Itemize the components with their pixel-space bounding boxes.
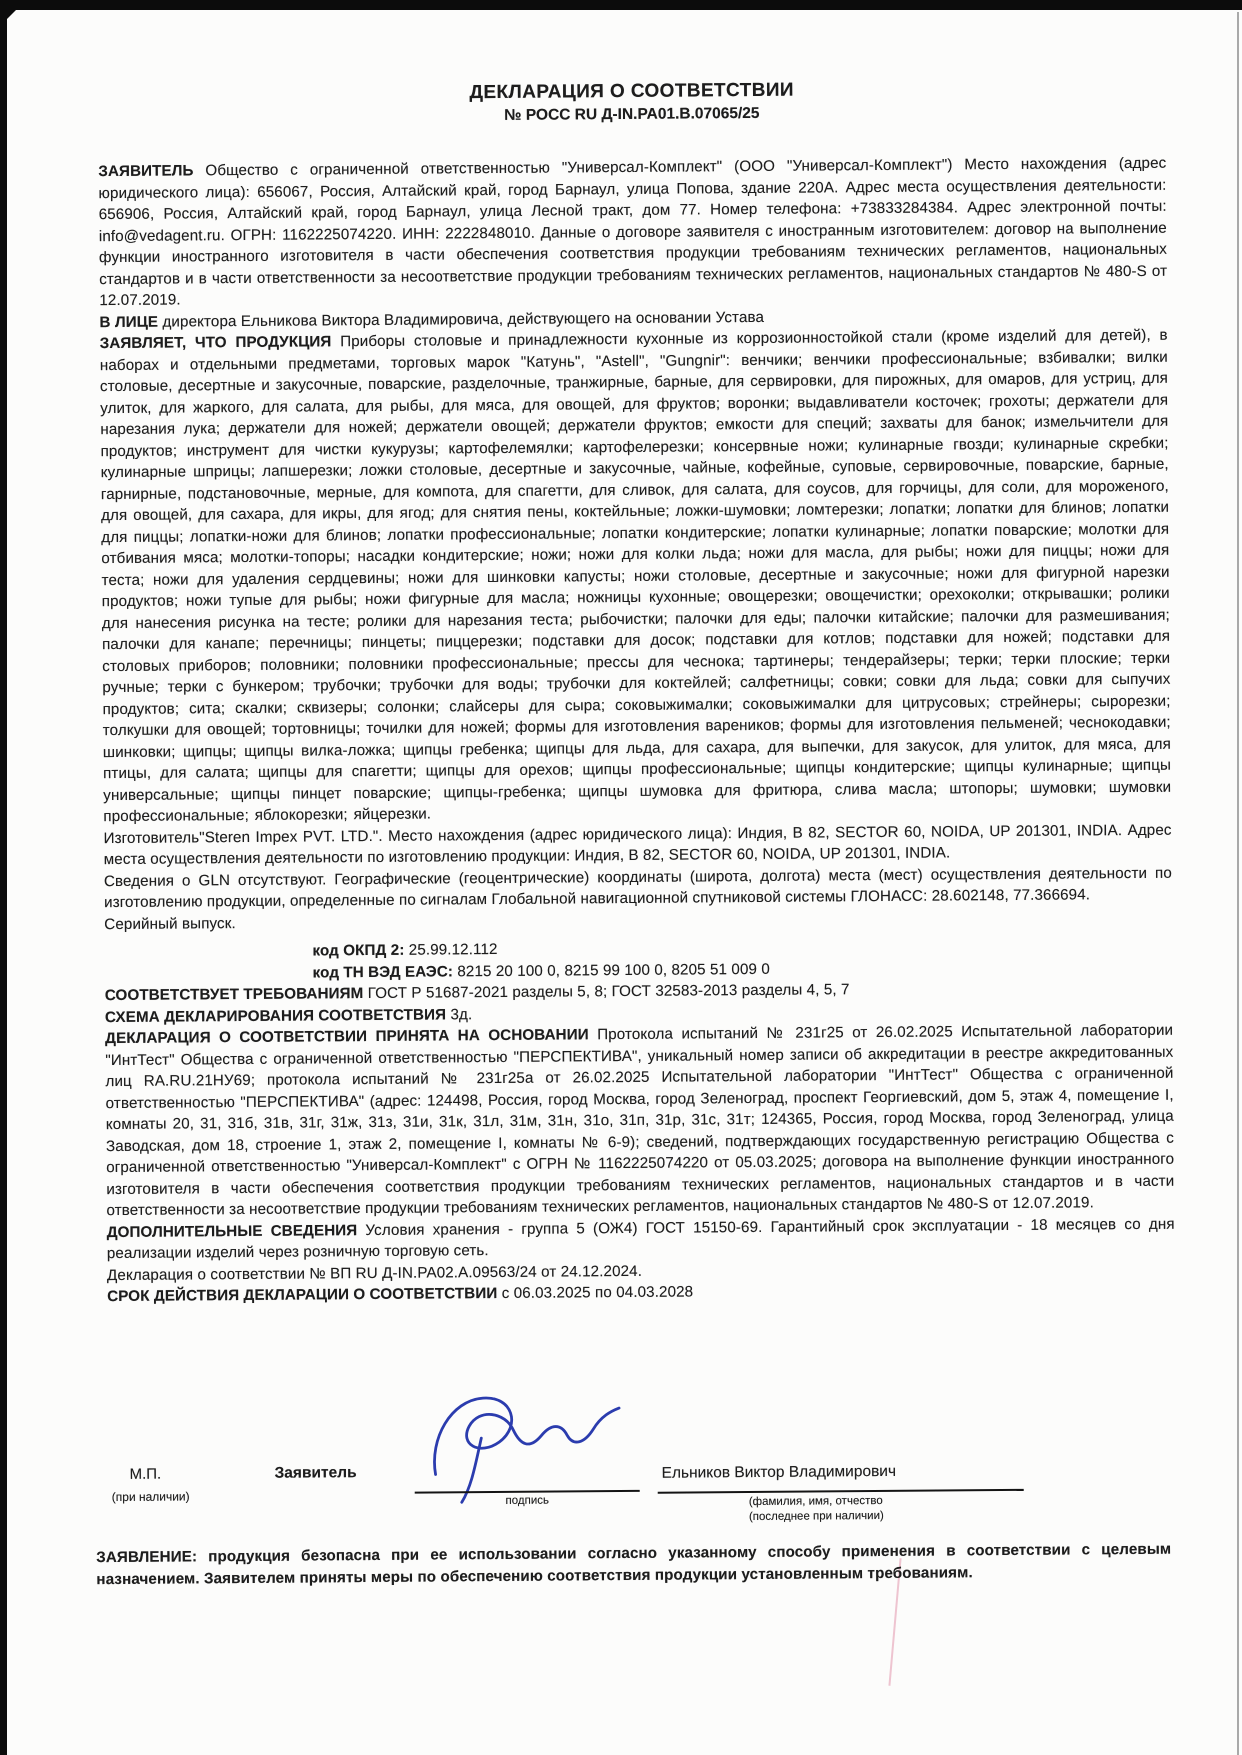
signature-caption: подпись [505, 1494, 550, 1507]
previous-declaration-text: Декларация о соответствии № ВП RU Д-IN.PA02.A.09563/24 от 24.12.2024. [106, 1262, 643, 1284]
statement-label: ЗАЯВЛЕНИЕ: [96, 1548, 198, 1567]
stamp-place-note: (при наличии) [111, 1489, 190, 1505]
basis-text: Протокола испытаний № 231г25 от 26.02.2025 Испытательной лаборатории "ИнтТест" Общества с ограниченной ответственностью "ПЕРСПЕКТИВА", уникальный номер записи об аккредитации в реестре аккредитованных лиц RA.RU.21НУ69; протокола испытаний № 231г25а от 26.02.2025 Испытательной лаборатории "ИнтТест" Общества с ограниченной ответственностью "ПЕРСПЕКТИВА" (адрес: 124498, Россия, город Москва, город Зеленоград, проспект Георгиевский, дом 5, этаж 4, помещение I, комнаты 20, 31, 31б, 31в, 31г, 31ж, 31з, 31и, 31к, 31л, 31м, 31н, 31о, 31п, 31р, 31с, 31т; 124365, Россия, город Москва, город Зеленоград, улица Заводская, дом 18, строение 1, этаж 2, помещение I, комнаты № 6-9); сведений, подтверждающих государственную регистрацию Общества с ограниченной ответственностью "Универсал-Комплект" с ОГРН № 1162225074220 от 05.03.2025; договора на выполнение функции иностранного изготовителя в части обеспечения соответствия продукции требованиям технических регламентов, национальных стандартов и в части ответственности за несоответствие продукции требованиям технических регламентов, национальных стандартов № 480-S от 12.07.2019. [105, 1021, 1175, 1220]
document-number: № РОСС RU Д-IN.PA01.B.07065/25 [504, 104, 760, 124]
stamp-place-label: М.П. [129, 1465, 162, 1483]
complies-text: ГОСТ Р 51687-2021 разделы 5, 8; ГОСТ 32583-2013 разделы 4, 5, 7 [367, 981, 850, 1003]
validity-label: СРОК ДЕЙСТВИЯ ДЕКЛАРАЦИИ О СООТВЕТСТВИИ [107, 1285, 498, 1306]
scheme-text: 3д. [450, 1005, 473, 1023]
name-underline [658, 1489, 1024, 1494]
tnved-label: код ТН ВЭД ЕАЭС: [312, 962, 454, 981]
document-title: ДЕКЛАРАЦИЯ О СООТВЕТСТВИИ [469, 79, 794, 104]
signature-stroke [434, 1397, 620, 1475]
serial-text: Серийный выпуск. [104, 914, 236, 933]
name-note-line1: (фамилия, имя, отчество [748, 1494, 883, 1509]
applicant-text: Общество с ограниченной ответственностью "Универсал-Комплект" (ООО "Универсал-Комплект") [205, 156, 953, 180]
tnved-value: 8215 20 100 0, 8215 99 100 0, 8205 51 009 0 [457, 960, 770, 980]
basis-label: ДЕКЛАРАЦИЯ О СООТВЕТСТВИИ ПРИНЯТА НА ОСНОВАНИИ [105, 1026, 589, 1048]
name-note-line2: (последнее при наличии) [748, 1509, 884, 1524]
additional-text: Условия хранения - группа 5 (ОЖ4) ГОСТ 15150-69. Гарантийный срок эксплуатации - 18 месяцев со дня реализации изделий через розничную торговую сеть. [106, 1215, 1175, 1263]
applicant-details: Место нахождения (адрес юридического лица): 656067, Россия, Алтайский край, город Барнаул, улица Попова, здание 220А. Адрес места осуществления деятельности: 656906, Россия, Алтайский край, город Барнаул, улица Лесной тракт, дом 77. Номер телефона: +73833284384. Адрес электронной почты: info@vedagent.ru. ОГРН: 1162225074220. ИНН: 2222848010. Данные о договоре заявителя с иностранным изготовителем: договор на выполнение функции иностранного изготовителя в части обеспечения соответствия продукции требованиям технических регламентов, национальных стандартов и в части ответственности за несоответствие продукции требованиям технических регламентов, национальных стандартов № 480-S от 12.07.2019. [98, 154, 1168, 310]
gln-paragraph [104, 862, 1172, 913]
applicant-label: ЗАЯВИТЕЛЬ [98, 162, 194, 181]
signature-image [421, 1385, 630, 1507]
basis-paragraph [105, 1020, 1174, 1222]
safety-statement [96, 1539, 1171, 1590]
in-person-label: В ЛИЦЕ [99, 313, 159, 331]
statement-text: продукция безопасна при ее использовании согласно указанному способу применения в соответствии с целевым назначением. Заявителем приняты меры по обеспечению соответствия продукции установленным требованиям. [96, 1540, 1172, 1588]
product-declaration-paragraph [100, 325, 1172, 828]
additional-label: ДОПОЛНИТЕЛЬНЫЕ СВЕДЕНИЯ [106, 1221, 358, 1241]
gln-text: Сведения о GLN отсутствуют. Географические (геоцентрические) координаты (широта, долгота) места (мест) осуществления деятельности по изготовлению продукции, определенные по сигналам Глобальной навигационной спутниковой системы ГЛОНАСС: 28.602148, 77.366694. [103, 864, 1172, 912]
applicant-paragraph [98, 153, 1167, 312]
manufacturer-text: Изготовитель"Steren Impex PVT. LTD.". Место нахождения (адрес юридического лица): Индия, B 82, SECTOR 60, NOIDA, UP 201301, INDIA. Адрес места осуществления деятельности по изготовлению продукции: Индия, B 82, SECTOR 60, NOIDA, UP 201301, INDIA. [103, 821, 1172, 869]
okpd-label: код ОКПД 2: [312, 941, 405, 960]
product-list-text: Приборы столовые и принадлежности кухонные из коррозионностойкой стали (кроме изделий для детей), в наборах и отдельными предметами, торговых марок "Катунь", "Astell", "Gungnir": венчики; венчики профессиональные; взбивалки; вилки столовые, десертные и закусочные, поварские, разделочные, транжирные, барные, для сервировки, для пирожных, для омаров, для устриц, для улиток, для жаркого, для салата, для рыбы, для мяса, для овощей, для фруктов; воронки; выдавливатели косточек; грохоты; держатели для нарезания лука; держатели для ножей; держатели овощей; держатели фруктов; емкости для специй; захваты для банок; измельчители для продуктов; инструмент для чистки кукурузы; картофелемялки; картофелерезки; консервные ножи; кулинарные гвозди; кулинарные скребки; кулинарные шприцы; лапшерезки; ложки столовые, десертные и закусочные, чайные, кофейные, суповые, сервировочные, поварские, барные, гарнирные, подстановочные, мерные, для компота, для спагетти, для сливок, для салата, для соусов, для горчицы, для соли, для мороженого, для овощей, для сахара, для икры, для ягод; для снятия пены, коктейльные; ложки-шумовки; ломтерезки; лопатки; лопатки для блинов; лопатки для пиццы; лопатки-ножи для блинов; лопатки профессиональные; лопатки кондитерские; лопатки кулинарные; лопатки поварские; молотки для отбивания мяса; молотки-топоры; насадки кондитерские; ножи; ножи для колки льда; ножи для масла, для рыбы; ножи для пиццы; ножи для теста; ножи для удаления сердцевины; ножи для шинковки капусты; ножи столовые, десертные и закусочные; ножи для фигурной нарезки продуктов; ножи тупые для рыбы; ножи фигурные для масла; ножницы кухонные; овощерезки; овощечистки; орехоколки; открывашки; ролики для нанесения рисунка на тесте; ролики для нарезания теста; рыбочистки; палочки для еды; палочки китайские; палочки для размешивания; палочки для канапе; перечницы; пинцеты; пиццерезки; подставки для досок; подставки для котлов; подставки для ножей; подставки для столовых приборов; половники; половники профессиональные; прессы для чеснока; тартинеры; тендерайзеры; терки; терки плоские; терки ручные; терки с бункером; трубочки; трубочки для воды; трубочки для коктейлей; салфетницы; совки; совки для льда; совки для сыпучих продуктов; сита; скалки; сквизеры; солонки; слайсеры для сыра; соковыжималки; соковыжималки для цитрусовых; стрейнеры; сырорезки; толкушки для овощей; тортовницы; точилки для ножей; формы для изготовления вареников; формы для изготовления пельменей; чеснокодавки; шинковки; щипцы; щипцы вилка-ложка; щипцы гребенка; щипцы для льда, для сахара, для выпечки, для закусок, для улиток, для мяса, для птицы, для салата; щипцы для спагетти; щипцы для орехов; щипцы профессиональные; щипцы кондитерские; щипцы кулинарные; щипцы универсальные; щипцы пинцет поварские; щипцы-гребенка; щипцы шумовка для фритюра, слива масла; штопоры; шумовки; шумовки профессиональные; яблокорезки; яйцерезки. [99, 326, 1172, 826]
in-person-text: директора Ельникова Виктора Владимировича, действующего на основании Устава [162, 308, 765, 331]
footer-applicant-label: Заявитель [274, 1464, 357, 1482]
okpd-value: 25.99.12.112 [408, 940, 498, 959]
declares-label: ЗАЯВЛЯЕТ, ЧТО ПРОДУКЦИЯ [99, 333, 332, 353]
document-body [98, 76, 1176, 1308]
signatory-name: Ельников Виктор Владимирович [661, 1462, 897, 1482]
complies-label: СООТВЕТСТВУЕТ ТРЕБОВАНИЯМ [104, 985, 364, 1005]
scheme-label: СХЕМА ДЕКЛАРИРОВАНИЯ СООТВЕТСТВИЯ [104, 1005, 447, 1026]
validity-dates: с 06.03.2025 по 04.03.2028 [501, 1283, 694, 1302]
